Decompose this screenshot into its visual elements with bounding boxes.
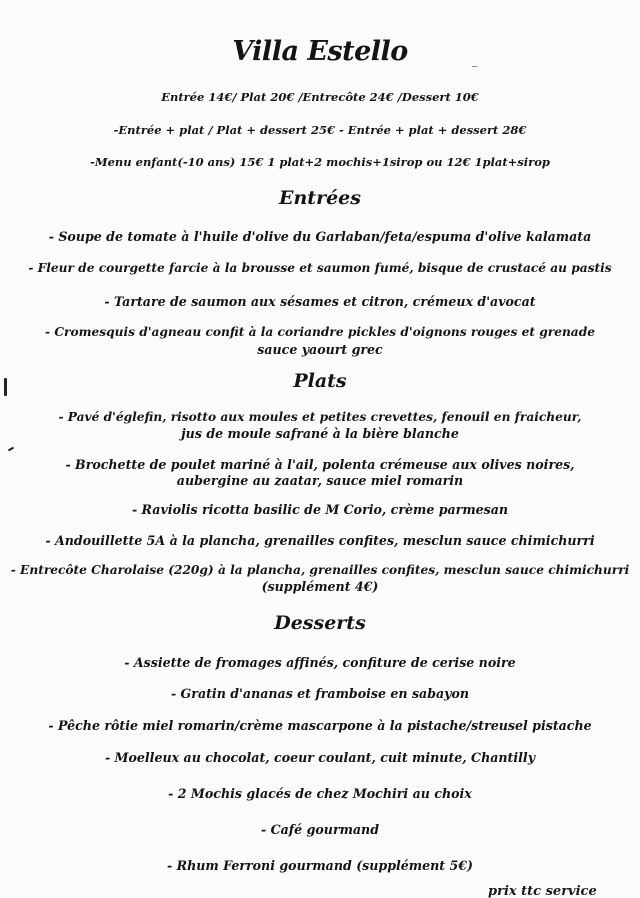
- menu-item: - Fleur de courgette farcie à la brousse et saumon fumé, bisque de crustacé au pastis: [28, 261, 612, 275]
- menu-item: - 2 Mochis glacés de chez Mochiri au choix: [168, 786, 472, 801]
- scan-mark: [472, 66, 477, 67]
- menu-item: - Cromesquis d'agneau confit à la coriandre pickles d'oignons rouges et grenade: [45, 325, 595, 339]
- menu-item: - Pêche rôtie miel romarin/crème mascarpone à la pistache/streusel pistache: [48, 718, 592, 733]
- restaurant-title: Villa Estello: [232, 36, 408, 67]
- menu-item: - Andouillette 5A à la plancha, grenailles confites, mesclun sauce chimichurri: [45, 533, 595, 548]
- menu-item: - Pavé d'églefin, risotto aux moules et petites crevettes, fenouil en fraicheur,: [58, 410, 582, 424]
- menu-item-continuation: jus de moule safrané à la bière blanche: [181, 426, 459, 441]
- menu-item: - Brochette de poulet mariné à l'ail, polenta crémeuse aux olives noires,: [65, 457, 575, 472]
- menu-item: - Assiette de fromages affinés, confiture de cerise noire: [124, 655, 516, 670]
- menu-item: - Moelleux au chocolat, coeur coulant, cuit minute, Chantilly: [104, 750, 536, 765]
- menu-item: - Gratin d'ananas et framboise en sabayon: [170, 686, 470, 701]
- price-line-3: -Menu enfant(-10 ans) 15€ 1 plat+2 mochis+1sirop ou 12€ 1plat+sirop: [90, 155, 550, 169]
- menu-item: - Café gourmand: [260, 822, 380, 837]
- menu-item: - Entrecôte Charolaise (220g) à la plancha, grenailles confites, mesclun sauce chimichurri: [10, 563, 630, 577]
- menu-item: - Rhum Ferroni gourmand (supplément 5€): [167, 858, 473, 873]
- menu-item: - Soupe de tomate à l'huile d'olive du Garlaban/feta/espuma d'olive kalamata: [48, 229, 592, 244]
- section-heading-entrees: Entrées: [279, 187, 361, 209]
- menu-item-continuation: (supplément 4€): [261, 579, 379, 594]
- price-line-2: -Entrée + plat / Plat + dessert 25€ - Entrée + plat + dessert 28€: [113, 123, 527, 137]
- section-heading-plats: Plats: [293, 370, 347, 392]
- scan-mark: [4, 378, 7, 396]
- footer-partial-text: prix ttc service: [488, 884, 597, 898]
- menu-item-continuation: aubergine au zaatar, sauce miel romarin: [176, 473, 464, 488]
- section-heading-desserts: Desserts: [274, 612, 366, 634]
- price-line-1: Entrée 14€/ Plat 20€ /Entrecôte 24€ /Dessert 10€: [161, 90, 479, 104]
- menu-item-continuation: sauce yaourt grec: [257, 342, 383, 357]
- menu-item: - Tartare de saumon aux sésames et citron, crémeux d'avocat: [104, 294, 536, 309]
- menu-item: - Raviolis ricotta basilic de M Corio, crème parmesan: [131, 502, 509, 517]
- scan-mark: [8, 447, 14, 452]
